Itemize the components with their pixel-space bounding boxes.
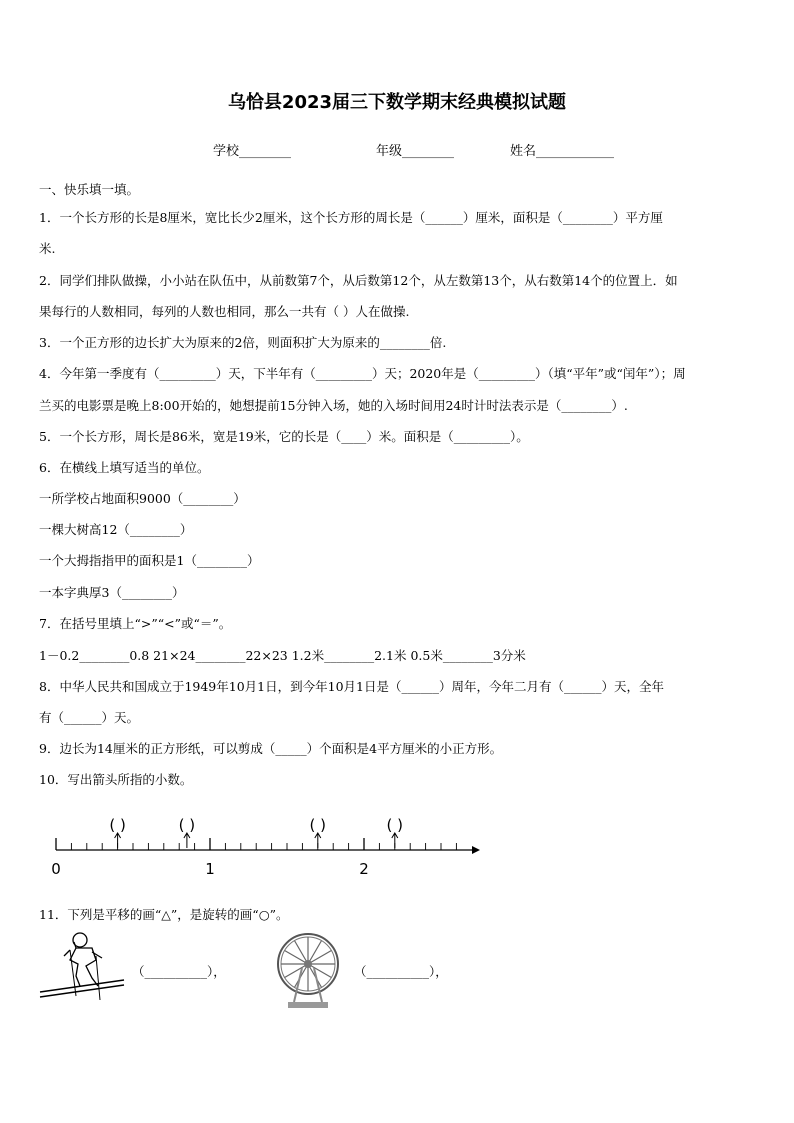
answer-bracket: ( ) [386, 816, 404, 834]
number-line-figure [40, 804, 490, 884]
answer-bracket: ( ) [309, 816, 327, 834]
question-3: 3．一个正方形的边长扩大为原来的2倍，则面积扩大为原来的________倍. [39, 335, 447, 350]
school-field: 学校________ [213, 144, 292, 159]
question-6-item: 一个大拇指指甲的面积是1（________） [39, 553, 260, 568]
ferris-wheel-icon [272, 930, 348, 1010]
question-6-item: 一棵大树高12（________） [39, 522, 193, 537]
question-2-line-2: 果每行的人数相同，每列的人数也相同，那么一共有（ ）人在做操. [39, 304, 410, 319]
question-5: 5．一个长方形，周长是86米，宽是19米，它的长是（____）米。面积是（_________）。 [39, 429, 529, 444]
question-6-item: 一所学校占地面积9000（________） [39, 491, 246, 506]
answer-bracket: ( ) [109, 816, 126, 834]
name-field: 姓名____________ [510, 144, 615, 159]
arrowhead-icon [472, 846, 480, 854]
page-title: 乌恰县2023届三下数学期末经典模拟试题 [227, 92, 567, 113]
number-line-label: 1 [205, 860, 215, 878]
question-1-line-1: 1．一个长方形的长是8厘米，宽比长少2厘米，这个长方形的周长是（______）厘米，面积是（________）平方厘 [39, 210, 663, 225]
question-4-line-1: 4．今年第一季度有（_________）天，下半年有（_________）天；2020年是（_________）（填“平年”或“闰年”）；周 [39, 366, 686, 381]
answer-blank-rotation: （__________）， [354, 964, 448, 979]
number-line-label: 2 [359, 860, 369, 878]
pointer-arrow-icon [115, 833, 121, 848]
question-9: 9．边长为14厘米的正方形纸，可以剪成（_____）个面积是4平方厘米的小正方形。 [39, 741, 503, 756]
pointer-arrow-icon [315, 833, 321, 848]
pointer-arrow-icon [392, 833, 398, 848]
answer-blank-translation: （__________）， [132, 964, 226, 979]
number-line-label: 0 [51, 860, 61, 878]
skier-icon [36, 930, 131, 1002]
question-8-line-1: 8．中华人民共和国成立于1949年10月1日，到今年10月1日是（______）周年，今年二月有（______）天，全年 [39, 679, 664, 694]
answer-bracket: ( ) [178, 816, 196, 834]
question-1-line-2: 米. [39, 241, 56, 256]
question-10: 10．写出箭头所指的小数。 [39, 772, 193, 787]
question-4-line-2: 兰买的电影票是晚上8:00开始的，她想提前15分钟入场，她的入场时间用24时计时法表示是（________）. [39, 398, 628, 413]
question-7: 7．在括号里填上“>”“<”或“＝”。 [39, 616, 232, 631]
question-8-line-2: 有（______）天。 [39, 710, 140, 725]
pointer-arrow-icon [184, 833, 190, 848]
question-6: 6．在横线上填写适当的单位。 [39, 460, 210, 475]
grade-field: 年级________ [376, 144, 455, 159]
question-11: 11．下列是平移的画“△”，是旋转的画“○”。 [39, 907, 289, 922]
question-7-items: 1－0.2________0.8 21×24________22×23 1.2米________2.1米 0.5米________3分米 [39, 648, 526, 663]
question-6-item: 一本字典厚3（________） [39, 585, 185, 600]
question-2-line-1: 2．同学们排队做操，小小站在队伍中，从前数第7个，从后数第12个，从左数第13个，从右数第14个的位置上．如 [39, 273, 678, 288]
section-heading: 一、快乐填一填。 [39, 182, 140, 197]
